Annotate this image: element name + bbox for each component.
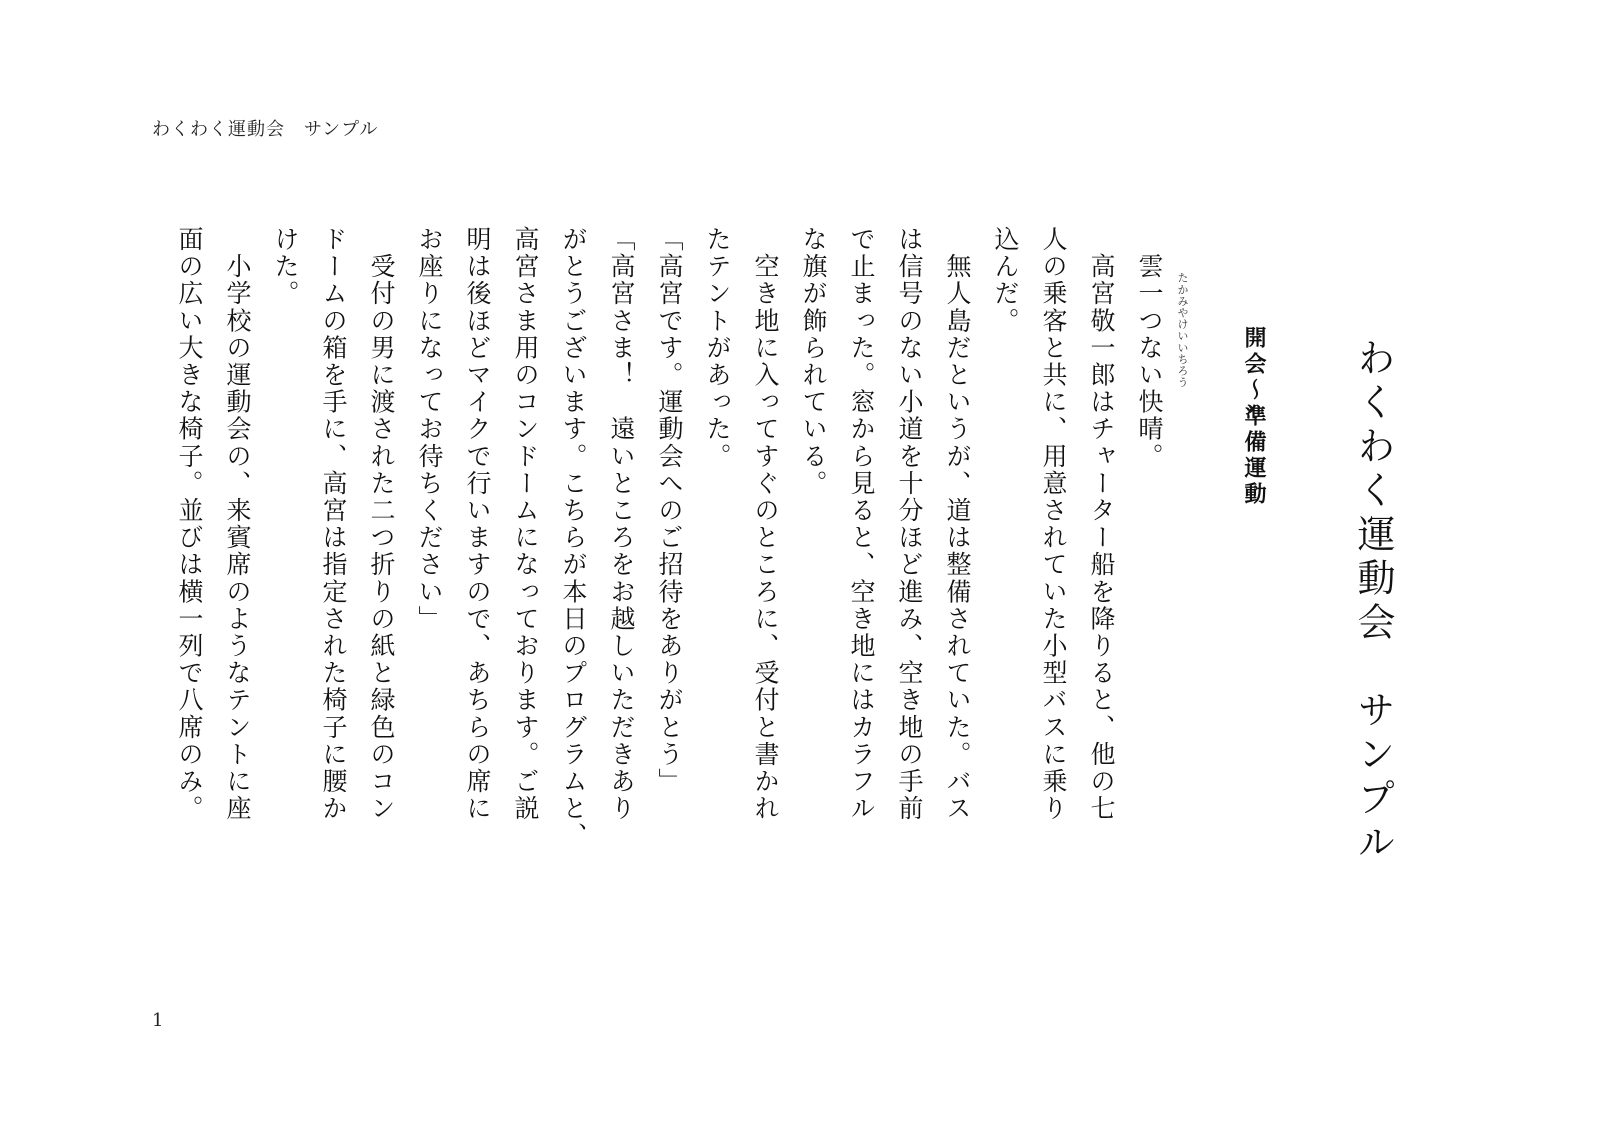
body-line: 空き地に入ってすぐのところに、受付と書かれ — [751, 226, 780, 823]
chapter-title: わくわく運動会 サンプル — [1351, 338, 1395, 866]
body-line: で止まった。窓から見ると、空き地にはカラフル — [847, 226, 876, 823]
body-line: な旗が飾られている。 — [799, 226, 828, 497]
body-line: お座りになってお待ちください」 — [415, 226, 444, 633]
body-line: 雲一つない快晴。 — [1135, 226, 1164, 470]
section-heading: 開会～準備運動 — [1241, 326, 1266, 508]
body-line: 高宮敬一郎はチャーター船を降りると、他の七 — [1087, 226, 1116, 823]
page-number: 1 — [152, 1010, 164, 1031]
body-line: 明は後ほどマイクで行いますので、あちらの席に — [463, 226, 492, 823]
body-line: 高宮さま用のコンドームになっております。ご説 — [511, 226, 540, 823]
body-line: 込んだ。 — [991, 226, 1020, 335]
body-line: 面の広い大きな椅子。並びは横一列で八席のみ。 — [175, 226, 204, 823]
body-line: 小学校の運動会の、来賓席のようなテントに座 — [223, 226, 252, 823]
body-line: 「高宮さま！ 遠いところをお越しいただきあり — [607, 226, 636, 823]
body-line: 無人島だというが、道は整備されていた。バス — [943, 226, 972, 823]
body-line: 人の乗客と共に、用意されていた小型バスに乗り — [1039, 226, 1068, 823]
furigana-reading: たかみやけいいちろう — [1176, 272, 1189, 388]
body-line: 受付の男に渡された二つ折りの紙と緑色のコン — [367, 226, 396, 823]
body-line: がとうございます。こちらが本日のプログラムと、 — [559, 226, 588, 850]
body-line: けた。 — [271, 226, 300, 308]
body-line: 「高宮です。運動会へのご招待をありがとう」 — [655, 226, 684, 796]
running-header: わくわく運動会 サンプル — [152, 119, 379, 140]
body-line: たテントがあった。 — [703, 226, 732, 470]
body-line: は信号のない小道を十分ほど進み、空き地の手前 — [895, 226, 924, 823]
body-line: ドームの箱を手に、高宮は指定された椅子に腰か — [319, 226, 348, 823]
